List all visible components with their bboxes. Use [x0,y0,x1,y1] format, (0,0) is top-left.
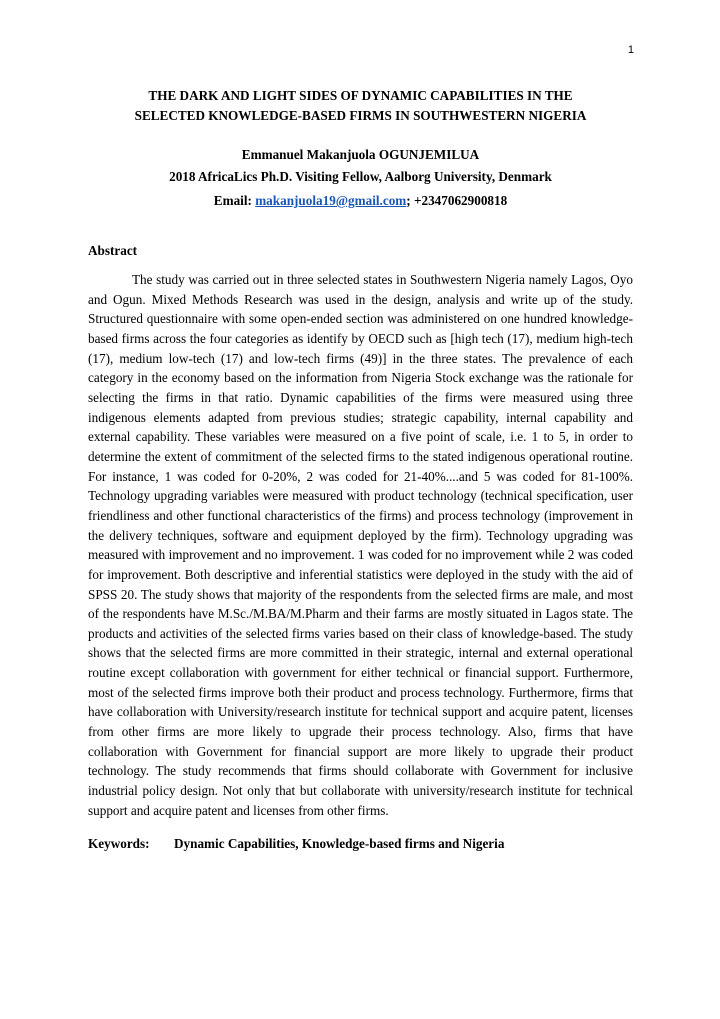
abstract-body: The study was carried out in three selected states in Southwestern Nigeria namely Lagos, Oyo and Ogun. Mixed Methods Research was used in the design, analysis and write up of the study. Structured questionnaire with some open-ended section was administered on one hundred knowledge-based firms across the four categories as identify by OECD such as [high tech (17), medium high-tech (17), medium low-tech (17) and low-tech firms (49)] in the three states. The prevalence of each category in the economy based on the information from Nigeria Stock exchange was the rationale for selecting the firms in that ratio. Dynamic capabilities of the firms were measured using three indigenous elements adapted from previous studies; strategic capability, internal capability and external capability. These variables were measured on a five point of scale, i.e. 1 to 5, in order to determine the extent of commitment of the selected firms to the stated indigenous operational routine. For instance, 1 was coded for 0-20%, 2 was coded for 21-40%....and 5 was coded for 81-100%. Technology upgrading variables were measured with product technology (technical specification, user friendliness and other functional characteristics of the firms) and process technology (improvement in the delivery techniques, software and equipment deployed by the firm). Technology upgrading was measured with improvement and no improvement. 1 was coded for no improvement while 2 was coded for improvement. Both descriptive and inferential statistics were deployed in the study with the aid of SPSS 20. The study shows that majority of the respondents from the selected firms are male, and most of the respondents have M.Sc./M.BA/M.Pharm and their farms are mostly situated in Lagos state. The products and activities of the selected firms varies based on their class of knowledge-based. The study shows that the selected firms are more committed in their strategic, internal and external operational routine except collaboration with government for either technical or financial support. Furthermore, most of the selected firms improve both their product and process technology. Furthermore, firms that have collaboration with University/research institute for technical support and acquire patent, licenses from other firms are more likely to upgrade their process technology. Also, firms that have collaboration with Government for financial support are more likely to upgrade their product technology. The study recommends that firms should collaborate with Government for inclusive industrial policy design. Not only that but collaborate with university/research institute for technical support and acquire patent and licenses from other firms. [88,272,633,818]
contact-line [88,191,633,211]
keywords-value: Dynamic Capabilities, Knowledge-based firms and Nigeria [174,836,505,851]
abstract-heading: Abstract [88,243,138,258]
paper-title [88,86,633,126]
paper-title-line-2: SELECTED KNOWLEDGE-BASED FIRMS IN SOUTHWESTERN NIGERIA [134,108,587,123]
page-number: 1 [627,44,634,56]
paper-title-line-1: THE DARK AND LIGHT SIDES OF DYNAMIC CAPABILITIES IN THE [148,88,573,103]
email-label: Email: [213,193,252,208]
email-link[interactable]: makanjuola19@gmail.com [255,193,407,208]
author-name: Emmanuel Makanjuola OGUNJEMILUA [241,147,480,162]
phone-number: ; +2347062900818 [406,193,508,208]
author-affiliation: 2018 AfricaLics Ph.D. Visiting Fellow, Aalborg University, Denmark [169,169,552,184]
keywords-label: Keywords: [88,836,150,851]
keywords-line [88,834,633,854]
